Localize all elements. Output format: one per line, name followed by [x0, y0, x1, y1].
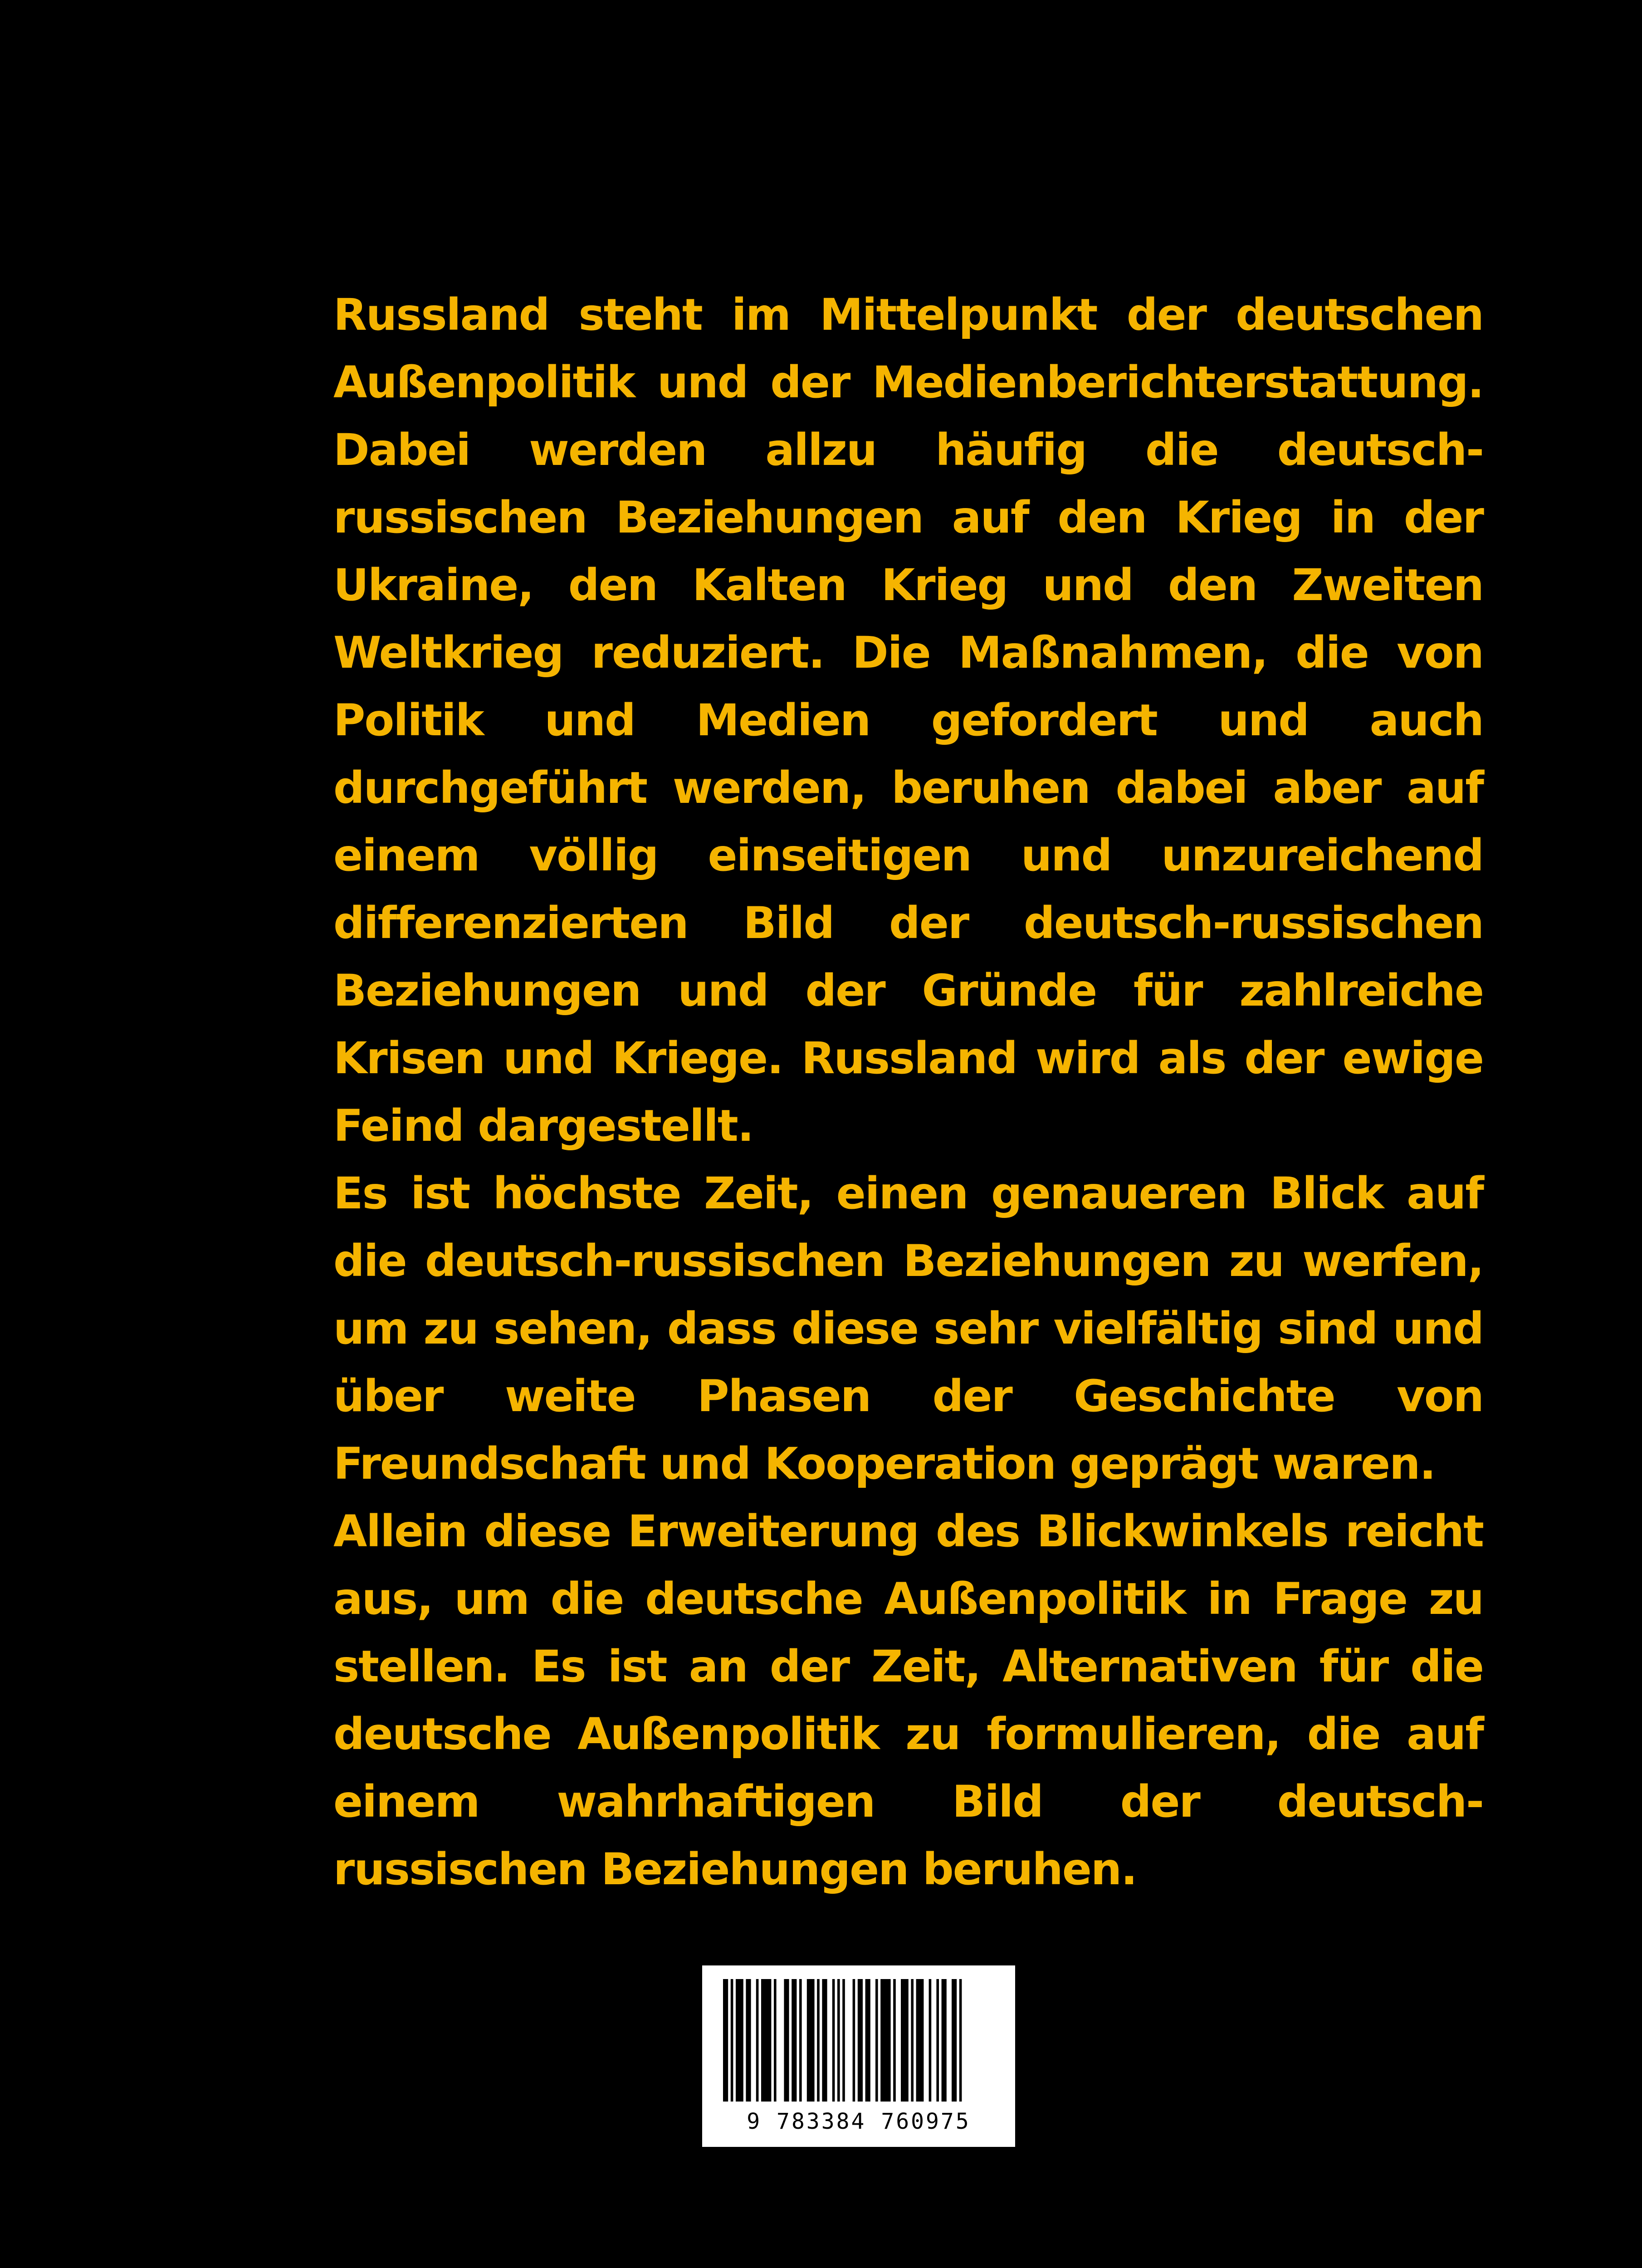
barcode-bar: [807, 1979, 815, 2102]
barcode-bar: [731, 1979, 733, 2102]
blurb-paragraph-1: Russland steht im Mittelpunkt der deutschen Außenpolitik und der Medienberichterstattung. Dabei werden allzu häufig die deutsch-russischen Beziehungen auf den Krieg in der Ukraine, den Kalten Krieg und den Zweiten Weltkrieg reduziert. Die Maßnahmen, die von Politik und Medien gefordert und auch durchgeführt werden, beruhen dabei aber auf einem völlig einseitigen und unzureichend differenzierten Bild der deutsch-russischen Beziehungen und der Gründe für zahlreiche Krisen und Kriege. Russland wird als der ewige Feind dargestellt.: [333, 289, 1483, 1151]
barcode-bar: [837, 1979, 840, 2102]
barcode-bar: [893, 1979, 896, 2102]
barcode-bar: [929, 1979, 932, 2102]
blurb-paragraph-2: Es ist höchste Zeit, einen genaueren Blick auf die deutsch-russischen Beziehungen zu werfen, um zu sehen, dass diese sehr vielfältig sind und über weite Phasen der Geschichte von Freundschaft und Kooperation geprägt waren.: [333, 1168, 1483, 1489]
barcode-bar: [853, 1979, 855, 2102]
barcode-bar: [916, 1979, 924, 2102]
barcode-bar: [959, 1979, 962, 2102]
barcode-bar: [799, 1979, 802, 2102]
barcode-bar: [774, 1979, 777, 2102]
barcode-bar: [756, 1979, 759, 2102]
blurb-text: [333, 281, 1483, 1903]
barcode-bar: [901, 1979, 909, 2102]
barcode-bar: [952, 1979, 957, 2102]
barcode-bar: [723, 1979, 728, 2102]
barcode-bar: [858, 1979, 863, 2102]
blurb-paragraph-3: Allein diese Erweiterung des Blickwinkels reicht aus, um die deutsche Außenpolitik in Frage zu stellen. Es ist an der Zeit, Alternativen für die deutsche Außenpolitik zu formulieren, die auf einem wahrhaftigen Bild der deutsch-russischen Beziehungen beruhen.: [333, 1506, 1483, 1895]
barcode-bar: [842, 1979, 845, 2102]
isbn-barcode-icon: [720, 1979, 997, 2111]
barcode-bar: [761, 1979, 771, 2102]
barcode-bar: [817, 1979, 820, 2102]
barcode-bar: [911, 1979, 914, 2102]
barcode-bar: [822, 1979, 827, 2102]
barcode-bar: [746, 1979, 751, 2102]
barcode-bar: [736, 1979, 743, 2102]
isbn-barcode: [702, 1965, 1015, 2147]
barcode-bar: [936, 1979, 939, 2102]
barcode-bar: [942, 1979, 947, 2102]
barcode-bar: [792, 1979, 797, 2102]
barcode-bar: [865, 1979, 870, 2102]
barcode-bar: [880, 1979, 890, 2102]
barcode-bar: [832, 1979, 835, 2102]
isbn-barcode-digits: 9 783384 760975: [747, 2109, 971, 2134]
barcode-bar: [784, 1979, 789, 2102]
barcode-bar: [875, 1979, 878, 2102]
